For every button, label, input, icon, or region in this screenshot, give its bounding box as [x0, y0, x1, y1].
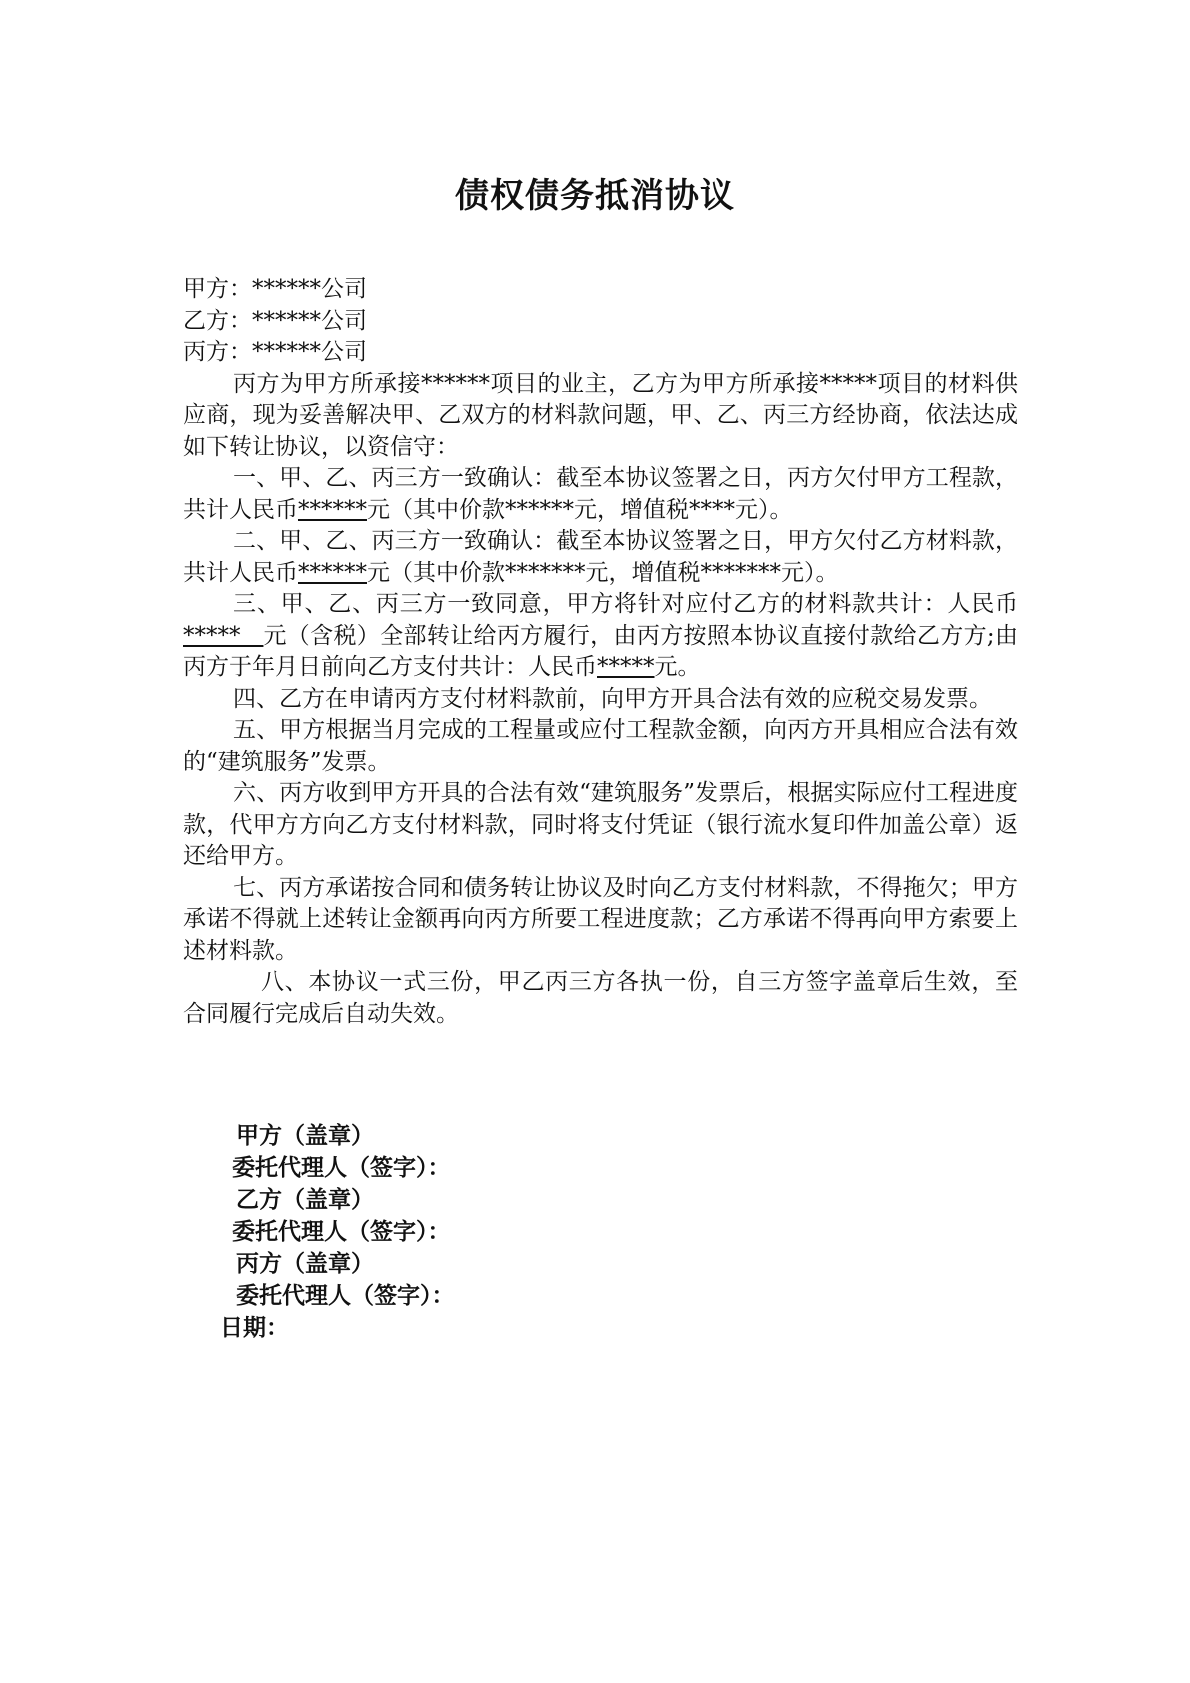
clause-1	[183, 463, 1018, 526]
signature-block	[220, 1120, 455, 1344]
intro-paragraph: 丙方为甲方所承接******项目的业主，乙方为甲方所承接*****项目的材料供应商，现为妥善解决甲、乙双方的材料款问题，甲、乙、丙三方经协商，依法达成如下转让协议，以资信守：	[183, 370, 1018, 460]
clause-5: 五、甲方根据当月完成的工程量或应付工程款金额，向丙方开具相应合法有效的“建筑服务”发票。	[183, 717, 1018, 775]
party-c-line: 丙方：******公司	[183, 339, 367, 365]
clause-2-text-end: 元（其中价款*******元，增值税*******元）。	[367, 559, 839, 586]
clause-1-text-end: 元（其中价款******元，增值税****元）。	[367, 496, 793, 523]
party-c-seal: 丙方（盖章）	[236, 1251, 374, 1277]
clause-6: 六、丙方收到甲方开具的合法有效“建筑服务”发票后，根据实际应付工程进度款，代甲方方向乙方支付材料款，同时将支付凭证（银行流水复印件加盖公章）返还给甲方。	[183, 780, 1018, 869]
clause-2-text: 二、甲、乙、丙三方一致确认：截至本协议签署之日，甲方欠付乙方材料款，共计人民币	[183, 528, 1018, 586]
clause-1-amount: ******	[298, 496, 367, 523]
page-title: 债权债务抵消协议	[455, 176, 735, 216]
party-b-agent: 委托代理人（签字）：	[232, 1219, 451, 1245]
date-line: 日期：	[220, 1315, 289, 1341]
agreement-body	[183, 274, 1018, 1030]
clause-2-amount: ******	[298, 559, 367, 586]
clause-4: 四、乙方在申请丙方支付材料款前，向甲方开具合法有效的应税交易发票。	[233, 685, 992, 712]
clause-3	[183, 589, 1018, 684]
party-a-line: 甲方：******公司	[183, 276, 367, 302]
party-c-agent: 委托代理人（签字）：	[236, 1283, 455, 1309]
party-b-line: 乙方：******公司	[183, 307, 367, 334]
party-a-seal: 甲方（盖章）	[236, 1123, 374, 1149]
clause-2	[183, 526, 1018, 589]
party-b-seal: 乙方（盖章）	[236, 1187, 374, 1213]
clause-8: 八、本协议一式三份，甲乙丙三方各执一份，自三方签字盖章后生效，至合同履行完成后自动失效。	[183, 969, 1018, 1027]
clause-3-amount: *****	[183, 622, 241, 649]
clause-3-text-end: 元。	[654, 654, 701, 680]
clause-7: 七、丙方承诺按合同和债务转让协议及时向乙方支付材料款，不得拖欠；甲方承诺不得就上述转让金额再向丙方所要工程进度款；乙方承诺不得再向甲方索要上述材料款。	[183, 874, 1018, 964]
clause-3-text-mid: 元（含税）全部转让给丙方履行，由丙方按照本协议直接付款给乙方方;由丙方于年月日前向乙方支付共计：人民币	[183, 622, 1019, 680]
clause-1-text: 一、甲、乙、丙三方一致确认：截至本协议签署之日，丙方欠付甲方工程款，共计人民币	[183, 465, 1018, 523]
clause-3-amount-2: *****	[597, 654, 655, 680]
clause-3-text: 三、甲、乙、丙三方一致同意，甲方将针对应付乙方的材料款共计：人民币	[233, 591, 1018, 617]
party-a-agent: 委托代理人（签字）：	[232, 1155, 451, 1181]
